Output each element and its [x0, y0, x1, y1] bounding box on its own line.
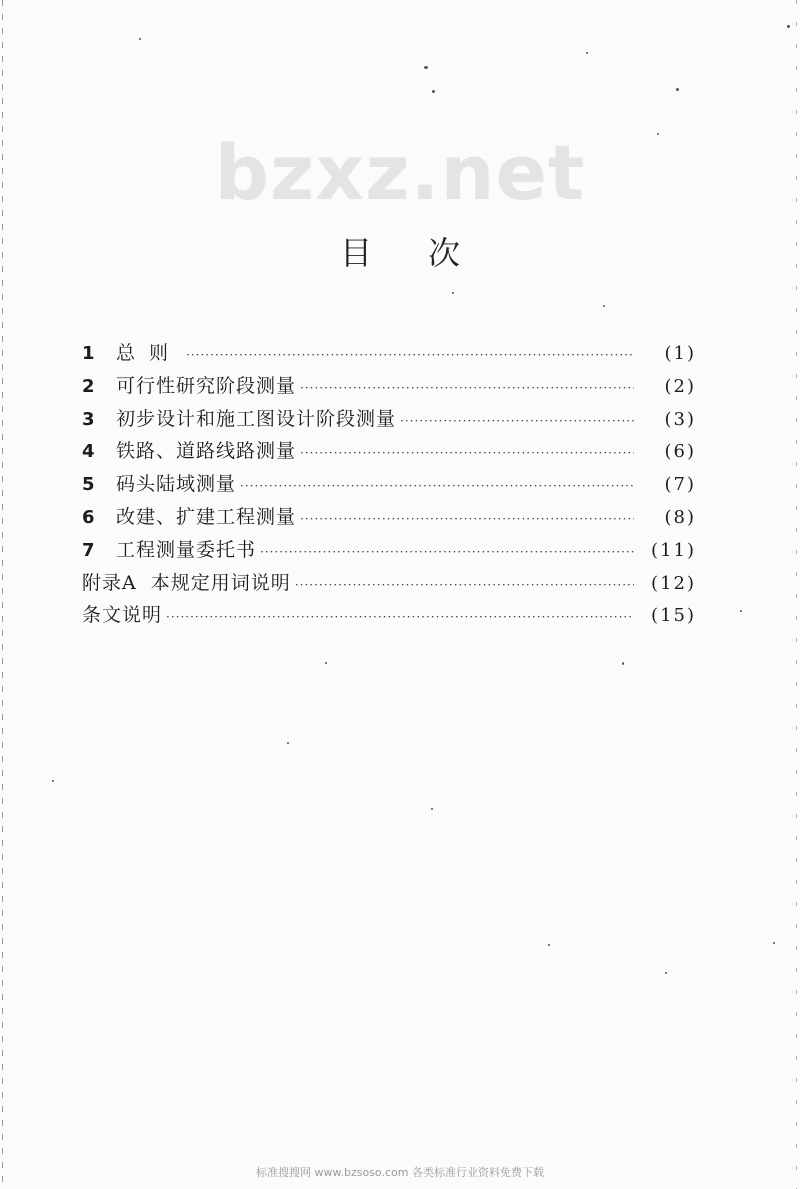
scan-speck — [325, 662, 327, 664]
toc-entry-label: 改建、扩建工程测量 — [116, 505, 297, 528]
scan-speck — [622, 662, 624, 665]
toc-entry[interactable] — [82, 469, 696, 502]
scan-speck — [665, 972, 667, 974]
scan-speck — [603, 305, 605, 307]
scan-speck — [432, 90, 435, 93]
toc-leader-dots — [260, 545, 634, 559]
toc-leader-dots — [300, 512, 634, 526]
scan-speck — [431, 808, 433, 810]
toc-leader-dots — [400, 414, 634, 428]
watermark-text: bzxz.net — [214, 128, 586, 217]
scan-speck — [676, 88, 679, 91]
toc-entry-label: 可行性研究阶段测量 — [116, 374, 297, 397]
toc-entry[interactable] — [82, 338, 696, 371]
toc-entry-page: (1) — [664, 343, 696, 364]
scan-speck — [287, 742, 289, 744]
scan-speck — [740, 610, 742, 612]
toc-entry-number: 2 — [82, 375, 95, 397]
scan-speck — [773, 942, 775, 944]
toc-leader-dots — [166, 610, 634, 624]
toc-entry-label: 条文说明 — [82, 604, 163, 627]
footer-source-note: 标准搜搜网 www.bzsoso.com 各类标准行业资料免费下载 — [256, 1166, 544, 1179]
toc-entry-label: 铁路、道路线路测量 — [116, 440, 297, 463]
scan-speck — [52, 780, 54, 782]
toc-entry-page: (12) — [651, 572, 696, 594]
toc-entry-page: (11) — [651, 539, 696, 561]
toc-entry-number: 3 — [82, 408, 95, 430]
page-title: 目次 — [339, 234, 516, 272]
toc-entry-label: 工程测量委托书 — [116, 538, 257, 561]
toc-entry[interactable] — [82, 600, 696, 633]
toc-leader-dots — [300, 446, 634, 460]
toc-leader-dots — [186, 348, 634, 362]
toc-entry[interactable] — [82, 502, 696, 535]
toc-leader-dots — [300, 381, 634, 395]
scan-speck — [548, 944, 550, 946]
toc-leader-dots — [295, 578, 634, 592]
toc-entry-label: 总则 — [116, 342, 183, 364]
toc-entry[interactable] — [82, 568, 696, 601]
scan-speck — [424, 66, 428, 69]
toc-entry-number: 1 — [82, 343, 95, 364]
toc-entry-number: 4 — [82, 441, 95, 463]
toc-entry-label: 附录A 本规定用词说明 — [82, 571, 291, 594]
toc-entry[interactable] — [82, 535, 696, 568]
toc-entry[interactable] — [82, 436, 696, 469]
toc-entry-page: (7) — [664, 474, 696, 496]
toc-entry-page: (6) — [664, 441, 696, 463]
toc-entry[interactable] — [82, 371, 696, 404]
scan-speck — [586, 52, 588, 54]
toc-entry-page: (15) — [651, 605, 696, 627]
toc-leader-dots — [240, 479, 634, 493]
toc-entry[interactable] — [82, 404, 696, 437]
scan-speck — [452, 292, 454, 294]
toc-entry-page: (3) — [664, 408, 696, 430]
scan-speck — [139, 38, 141, 40]
scan-speck — [787, 25, 790, 28]
toc-entry-page: (2) — [664, 375, 696, 397]
toc-entry-number: 6 — [82, 506, 95, 528]
toc-entry-page: (8) — [664, 506, 696, 528]
table-of-contents — [82, 338, 696, 633]
toc-entry-label: 初步设计和施工图设计阶段测量 — [116, 407, 397, 430]
toc-entry-number: 5 — [82, 474, 95, 496]
toc-entry-number: 7 — [82, 539, 95, 561]
toc-entry-label: 码头陆域测量 — [116, 473, 237, 496]
